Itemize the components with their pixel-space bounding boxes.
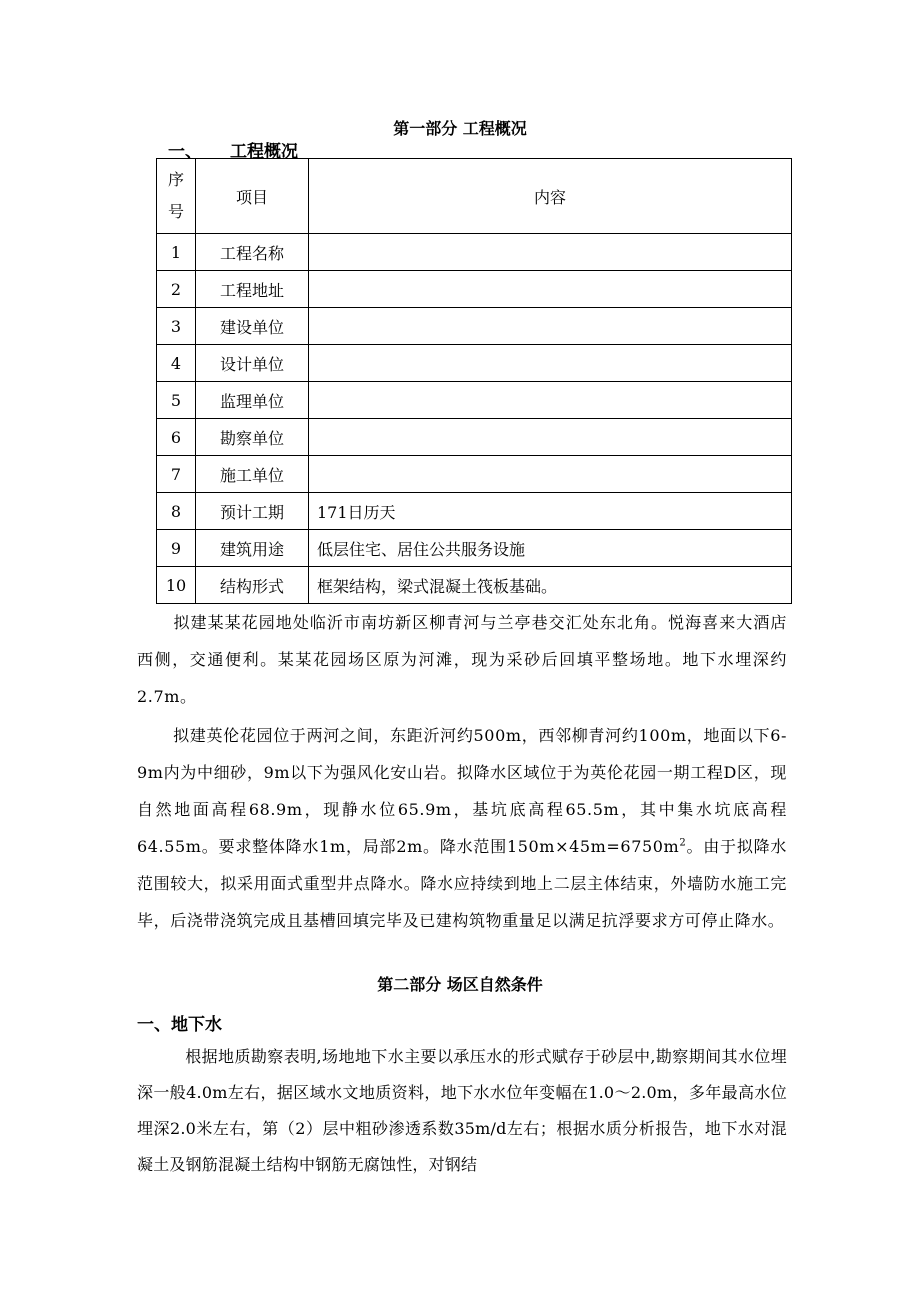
table-row: [157, 345, 792, 382]
row-content: [309, 308, 792, 345]
row-content: [309, 382, 792, 419]
row-item: 建设单位: [196, 308, 309, 345]
paragraph-text: 拟建某某花园地处临沂市南坊新区柳青河与兰亭巷交汇处东北角。悦海喜来大酒店西侧，交通便利。某某花园场区原为河滩，现为采砂后回填平整场地。地下水埋深约2.7m。: [137, 613, 787, 706]
row-no: 5: [157, 382, 196, 419]
paragraph-text-a: 拟建英伦花园位于两河之间，东距沂河约500m，西邻柳青河约100m，地面以下6-9m内为中细砂，9m以下为强风化安山岩。拟降水区域位于为英伦花园一期工程D区，现自然地面高程68.9m，现静水位65.9m，基坑底高程65.5m，其中集水坑底高程64.55m。要求整体降水1m，局部2m。降水范围150m×45m=6750m: [137, 726, 787, 856]
table-row: [157, 271, 792, 308]
row-content: [309, 234, 792, 271]
section-title: 工程概况: [230, 142, 298, 162]
section-heading-groundwater: 一、地下水: [137, 1015, 222, 1035]
header-content: 内容: [309, 159, 792, 234]
row-item: 勘察单位: [196, 419, 309, 456]
row-no: 6: [157, 419, 196, 456]
table-row: [157, 530, 792, 567]
table-row: [157, 456, 792, 493]
header-no: [157, 159, 196, 234]
section-number: 一、: [168, 142, 202, 162]
table-row: [157, 493, 792, 530]
header-no-line1: 序: [167, 170, 184, 189]
table-row: [157, 308, 792, 345]
row-no: 8: [157, 493, 196, 530]
part2-title: 第二部分 场区自然条件: [377, 975, 543, 994]
table-row: [157, 419, 792, 456]
row-no: 1: [157, 234, 196, 271]
row-no: 7: [157, 456, 196, 493]
row-content: [309, 345, 792, 382]
row-item: 建筑用途: [196, 530, 309, 567]
table-header-row: [157, 159, 792, 234]
row-content: 171日历天: [309, 493, 792, 530]
row-item: 预计工期: [196, 493, 309, 530]
row-item: 工程地址: [196, 271, 309, 308]
row-no: 4: [157, 345, 196, 382]
row-item: 工程名称: [196, 234, 309, 271]
part1-title: 第一部分 工程概况: [393, 119, 527, 138]
table-row: [157, 382, 792, 419]
header-item: 项目: [196, 159, 309, 234]
paragraph-site-location: [137, 604, 787, 715]
paragraph-dewatering-scope: [137, 717, 787, 939]
row-no: 9: [157, 530, 196, 567]
project-overview-table: [156, 158, 792, 604]
row-content: 框架结构，梁式混凝土筏板基础。: [309, 567, 792, 604]
row-content: [309, 456, 792, 493]
table-row: [157, 567, 792, 604]
row-content: 低层住宅、居住公共服务设施: [309, 530, 792, 567]
row-content: [309, 271, 792, 308]
row-item: 结构形式: [196, 567, 309, 604]
row-no: 2: [157, 271, 196, 308]
row-item: 监理单位: [196, 382, 309, 419]
header-no-line2: 号: [167, 202, 184, 221]
paragraph-text-b: 。由于拟降水范围较大，拟采用面式重型井点降水。降水应持续到地上二层主体结束，外墙防水施工完毕，后浇带浇筑完成且基槽回填完毕及已建构筑物重量足以满足抗浮要求方可停止降水。: [137, 837, 787, 930]
row-no: 10: [157, 567, 196, 604]
paragraph-groundwater: [137, 1039, 787, 1183]
table-row: [157, 234, 792, 271]
row-content: [309, 419, 792, 456]
superscript-2: 2: [679, 837, 687, 849]
paragraph-text: 根据地质勘察表明,场地地下水主要以承压水的形式赋存于砂层中,勘察期间其水位埋深一般4.0m左右，据区域水文地质资料，地下水水位年变幅在1.0～2.0m，多年最高水位埋深2.0米左右，第（2）层中粗砂渗透系数35m/d左右；根据水质分析报告，地下水对混凝土及钢筋混凝土结构中钢筋无腐蚀性，对钢结: [137, 1047, 787, 1174]
row-no: 3: [157, 308, 196, 345]
row-item: 施工单位: [196, 456, 309, 493]
row-item: 设计单位: [196, 345, 309, 382]
